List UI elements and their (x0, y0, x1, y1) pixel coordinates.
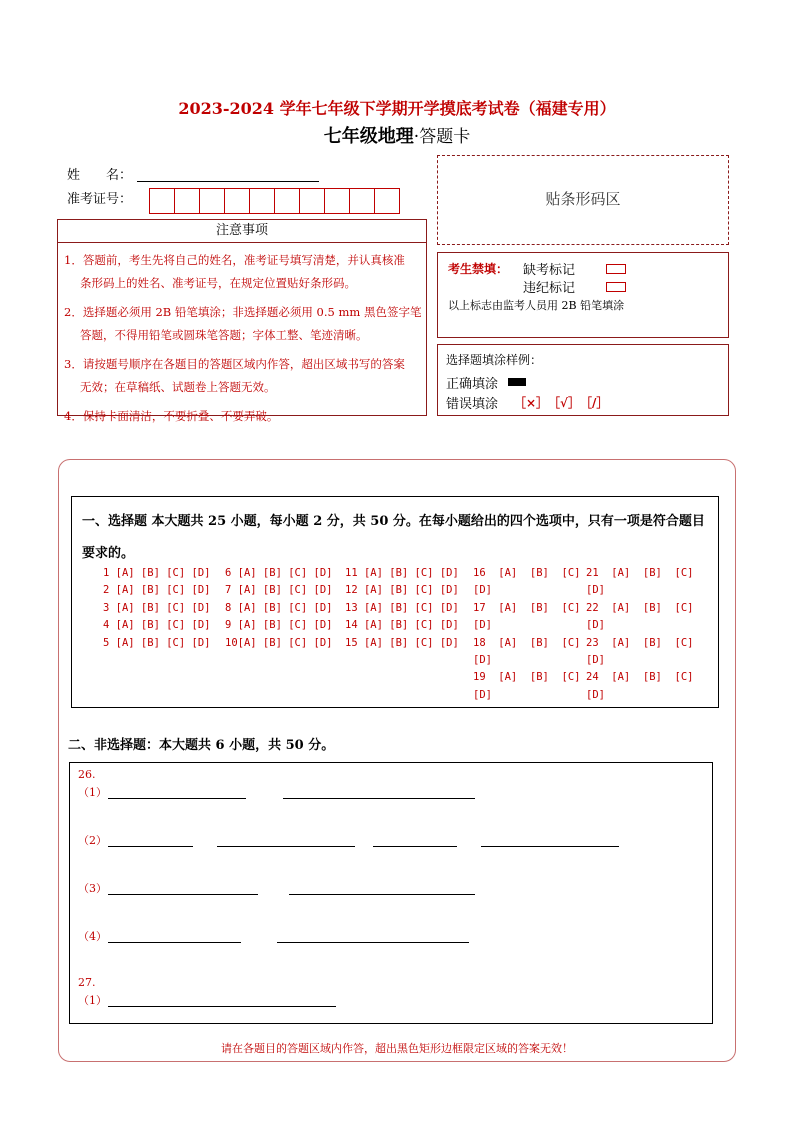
sample-box (437, 344, 729, 416)
id-digit-box[interactable] (224, 188, 250, 214)
mcq-option-row[interactable]: 8 [A] [B] [C] [D] (225, 601, 333, 614)
violation-label: 违纪标记 (523, 281, 576, 296)
correct-label: 正确填涂 (446, 377, 499, 392)
id-digit-box[interactable] (374, 188, 400, 214)
mcq-option-row[interactable]: [D] (473, 654, 492, 666)
mcq-option-row[interactable]: 2 [A] [B] [C] [D] (103, 584, 211, 597)
notice-title-text: 注意事项 (215, 223, 268, 238)
notice-line: 答题，不得用铅笔或圆珠笔答题；字体工整、笔迹清晰。 (80, 328, 368, 342)
mcq-option-row[interactable]: 19 [A] [B] [C] (473, 671, 581, 684)
answer-card-title (0, 122, 794, 148)
notice-body (57, 242, 427, 423)
forbidden-label: 考生禁填： (448, 262, 509, 276)
notice-line: 条形码上的姓名、准考证号，在规定位置贴好条形码。 (80, 276, 356, 290)
absent-label: 缺考标记 (523, 263, 576, 278)
mcq-instruction: 一、选择题 本大题共 25 小题，每小题 2 分，共 50 分。在每小题给出的四个选项中，只有一项是符合题目要求的。 (82, 514, 705, 561)
notice-line: 2．选择题必须用 2B 铅笔填涂；非选择题必须用 0.5 mm 黑色签字笔 (64, 305, 422, 319)
answer-line[interactable] (108, 1005, 336, 1007)
mcq-option-row[interactable]: 17 [A] [B] [C] (473, 601, 581, 614)
forbidden-box (437, 252, 729, 338)
id-digit-box[interactable] (249, 188, 275, 214)
title-separator: · (413, 127, 420, 147)
id-digit-box[interactable] (299, 188, 325, 214)
answer-line[interactable] (108, 941, 241, 943)
notice-item (64, 353, 422, 399)
mcq-option-row[interactable]: 23 [A] [B] [C] (586, 636, 694, 649)
mcq-option-row[interactable]: 21 [A] [B] [C] (586, 567, 694, 579)
answer-line[interactable] (277, 941, 469, 943)
notice-line: 1．答题前，考生先将自己的姓名，准考证号填写清楚，并认真核准 (64, 253, 405, 267)
part-2-label: （2） (78, 834, 107, 847)
mcq-option-row[interactable]: 15 [A] [B] [C] [D] (345, 636, 459, 649)
mcq-option-row[interactable]: 11 [A] [B] [C] [D] (345, 567, 459, 579)
absent-mark[interactable] (606, 264, 626, 274)
notice-line: 3．请按题号顺序在各题目的答题区域内作答，超出区域书写的答案 (64, 357, 405, 371)
mcq-option-row[interactable]: 9 [A] [B] [C] [D] (225, 619, 333, 632)
id-label: 准考证号： (67, 192, 133, 207)
mcq-option-row[interactable]: 7 [A] [B] [C] [D] (225, 584, 333, 597)
subject-title: 七年级地理 (323, 126, 414, 147)
id-digit-box[interactable] (149, 188, 175, 214)
part-4-label: （4） (78, 930, 107, 943)
barcode-area (437, 155, 729, 245)
mcq-option-row[interactable]: [D] (586, 654, 605, 666)
mcq-option-row[interactable]: [D] (473, 688, 492, 701)
mcq-option-row[interactable]: 24 [A] [B] [C] (586, 671, 694, 684)
id-digit-box[interactable] (349, 188, 375, 214)
name-field[interactable] (137, 180, 319, 182)
part-1-label: （1） (78, 786, 107, 799)
notice-title (57, 219, 427, 243)
mcq-option-row[interactable]: [D] (586, 584, 605, 597)
mcq-option-row[interactable]: [D] (473, 619, 492, 632)
mcq-option-row[interactable]: 13 [A] [B] [C] [D] (345, 601, 459, 614)
part-3-label: （3） (78, 882, 107, 895)
mcq-option-row[interactable]: [D] (586, 619, 605, 632)
notice-line: 无效；在草稿纸、试题卷上答题无效。 (80, 380, 276, 394)
section2-title: 二、非选择题：本大题共 6 小题，共 50 分。 (68, 738, 335, 753)
notice-line: 4．保持卡面清洁，不要折叠、不要弄破。 (64, 409, 279, 423)
wrong-marks: ［×］ ［√］ ［/］ (514, 396, 609, 410)
mcq-option-row[interactable]: [D] (473, 584, 492, 597)
answer-line[interactable] (283, 797, 475, 799)
answer-line[interactable] (289, 893, 475, 895)
answer-line[interactable] (108, 845, 193, 847)
wrong-label: 错误填涂 (446, 397, 499, 412)
mcq-option-row[interactable]: 18 [A] [B] [C] (473, 636, 581, 649)
answer-line[interactable] (481, 845, 619, 847)
violation-mark[interactable] (606, 282, 626, 292)
sample-title: 选择题填涂样例： (446, 353, 543, 367)
id-boxes[interactable] (150, 188, 400, 214)
part-1-label: （1） (78, 994, 107, 1007)
answer-line[interactable] (108, 797, 246, 799)
answer-line[interactable] (217, 845, 355, 847)
notice-item (64, 301, 422, 347)
question-27: 27. (78, 976, 96, 989)
answer-line[interactable] (373, 845, 457, 847)
notice-item (64, 249, 422, 295)
id-digit-box[interactable] (324, 188, 350, 214)
question-26: 26. (78, 768, 96, 781)
mcq-option-row[interactable]: 22 [A] [B] [C] (586, 601, 694, 614)
exam-title: 2023-2024 学年七年级下学期开学摸底考试卷（福建专用） (178, 99, 616, 118)
barcode-label: 贴条形码区 (545, 190, 621, 208)
forbidden-note: 以上标志由监考人员用 2B 铅笔填涂 (448, 299, 625, 312)
mcq-option-row[interactable]: 12 [A] [B] [C] [D] (345, 584, 459, 597)
name-label: 姓 名： (67, 168, 133, 183)
mcq-option-row[interactable]: 5 [A] [B] [C] [D] (103, 636, 211, 649)
mcq-option-row[interactable]: 3 [A] [B] [C] [D] (103, 601, 211, 614)
mcq-option-row[interactable]: 10[A] [B] [C] [D] (225, 636, 333, 649)
mcq-option-row[interactable]: 16 [A] [B] [C] (473, 567, 581, 579)
mcq-option-row[interactable]: 14 [A] [B] [C] [D] (345, 619, 459, 632)
id-digit-box[interactable] (174, 188, 200, 214)
mcq-option-row[interactable]: 1 [A] [B] [C] [D] (103, 567, 211, 579)
card-label: 答题卡 (419, 127, 471, 147)
filled-mark-icon (508, 378, 526, 386)
id-digit-box[interactable] (274, 188, 300, 214)
mcq-option-row[interactable]: [D] (586, 688, 605, 701)
answer-line[interactable] (108, 893, 258, 895)
id-digit-box[interactable] (199, 188, 225, 214)
mcq-option-row[interactable]: 4 [A] [B] [C] [D] (103, 619, 211, 632)
footer-warning: 请在各题目的答题区域内作答，超出黑色矩形边框限定区域的答案无效！ (221, 1042, 573, 1055)
mcq-option-row[interactable]: 6 [A] [B] [C] [D] (225, 567, 333, 579)
notice-item (64, 405, 422, 428)
